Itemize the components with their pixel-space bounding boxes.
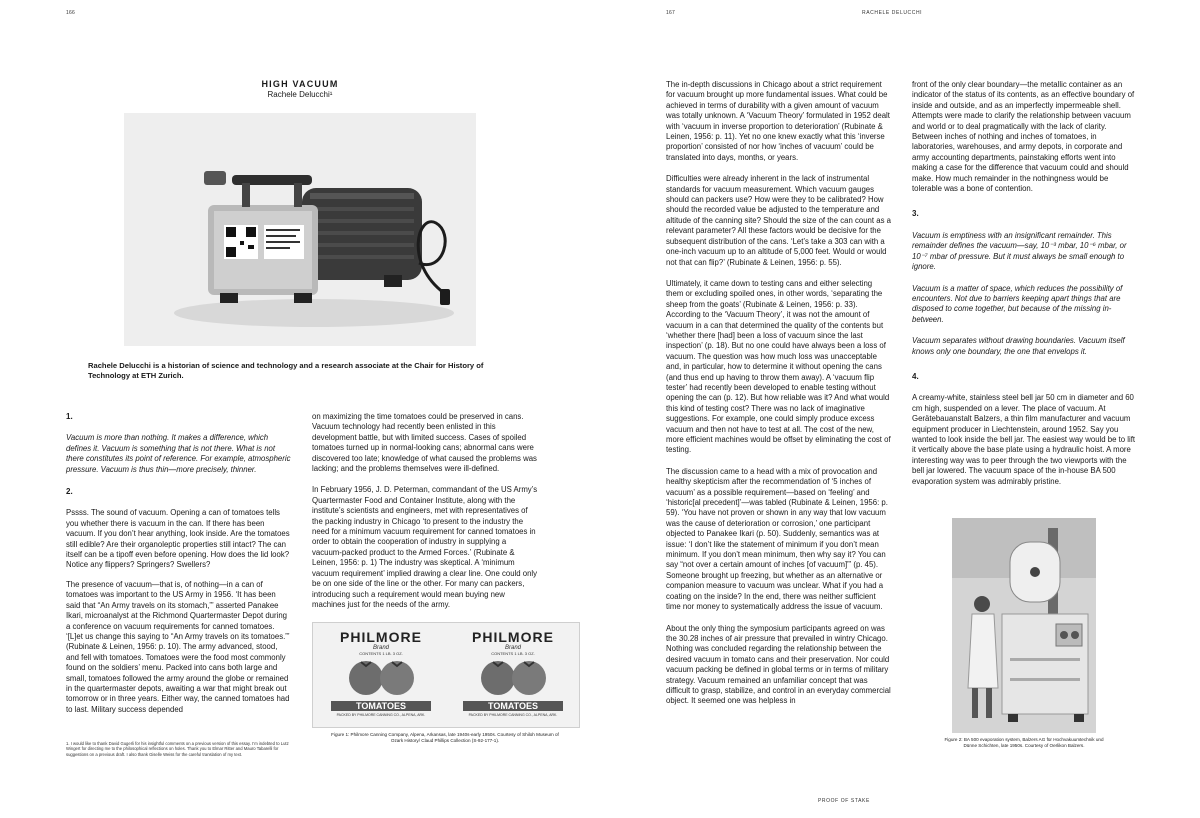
label-brand-sub: Brand [504,645,521,651]
label-packer: PACKED BY PHILMORE CANNING CO., ALPENA, ARK. [336,713,426,717]
ba500-illustration [952,518,1096,733]
column-2-paragraph-2: In February 1956, J. D. Peterman, commandant of the US Army’s Quartermaster Food and Container Institute, along with the institute’s scientists and engineers, met with representatives of the packing industry in Chicago ‘to present to the industry the need for a minimum vacuum requirement for canned tomatoes in order to obtain the cooperation of industry in supplying a vacuum-packed product to the Armed Forces.’ (Rubinate & Leinen, 1956: p. 1) The industry was skeptical. A ‘minimum vacuum requirement’ implied drawing a clear line. One could only be on one side of the line or the other. For many can packers, introducing such a requirement would mean buying new machines just for the needs of the army. [312,485,538,609]
section-4-number: 4. [912,371,919,381]
left-column-1 [66,412,291,724]
vacuum-pump-photo [124,113,476,346]
label-contents: CONTENTS 1 LB. 3 OZ. [359,651,403,656]
right-col2-paragraph-1: front of the only clear boundary—the metallic container as an indicator of the status of its contents, as an effective boundary of inside and outside, and as an imperfectly impermeable shell. Attempts were made to clarify the relationship between vacuum and world or to deal pragmatically with the lack of clarity. Between inches of nothing and inches of tomatoes, in laboratories, warehouses, and army depots, in corporate and army accounting departments, painstaking efforts went into making a case for the difference that vacuum could and should make. How much remainder in the nothingness would be tolerable was a bone of contention. [912,80,1135,194]
tomatoes-illustration [453,656,573,696]
right-paragraph-1: The in-depth discussions in Chicago about a strict requirement for vacuum brought up more fundamental issues. What could be achieved in terms of durability with a given amount of vacuum was totally unknown. A ‘Vacuum Theory’ formulated in 1952 dealt with ‘vacuum in inverse proportion to deterioration’ (Rubinate & Leinen, 1956: p. 11). Yet no one knew exactly what this ‘inverse proportion’ consisted of nor how ‘inches of vacuum’ could be translated into days, months, or years. [666,80,890,162]
ba500-evaporation-system-photo [952,518,1096,733]
label-brand-sub: Brand [372,645,389,651]
left-column-2 [312,412,538,619]
column-2-paragraph-1: on maximizing the time tomatoes could be preserved in cans. Vacuum technology had recently been enlisted in this development battle, but with limited success. Cases of spoiled tomatoes turned up in normal-looking cans; abnormal cans were discovered too late; knowledge of what caused the problems was lacking; and the problems themselves were ill-defined. [312,412,537,474]
author-bio: Rachele Delucchi is a historian of science and technology and a research associate at the Chair for History of Technology at ETH Zurich. [88,361,484,380]
label-product: TOMATOES [463,701,563,711]
right-paragraph-5: About the only thing the symposium participants agreed on was the 30.28 inches of air pressure that prevailed in wintry Chicago. Nothing was concluded regarding the relationship between the desired vacuum in tomato cans and their preservation. Nor could vacuum packing be defined in global terms or in terms of military strategy. Vacuum remained an unfamiliar concept that was difficult to grasp, stabilize, and control in an everyday commercial object. It seemed one was helpless in [666,623,891,706]
vacuum-pump-illustration [124,113,476,346]
label-product: TOMATOES [331,701,431,711]
figure-1-caption: Figure 1: Philmore Canning Company, Alpena, Arkansas, late 1940s-early 1950s. Courtesy of Shiloh Museum of Ozark History/ Claud Phillips Collection (S-92-177-1). [331,732,559,743]
section-1-number: 1. [66,412,73,421]
label-brand: PHILMORE [472,629,554,645]
tomato-labels-photo [312,622,580,728]
section-3-paragraph-2: Vacuum is a matter of space, which reduces the possibility of encounters. Not due to barriers keeping apart things that are disposed to come together, but because of the missing in-between. [912,283,1123,324]
footer-text: PROOF OF STAKE [818,798,870,804]
section-3-paragraph-1: Vacuum is emptiness with an insignificant remainder. This remainder defines the vacuum—say, 10⁻³ mbar, 10⁻⁶ mbar, or 10⁻⁷ mbar of pressure. But it must always be small enough to ignore. [912,230,1127,272]
section-1-text: Vacuum is more than nothing. It makes a difference, which defines it. Vacuum is something that is not there. What is not there constitutes its point of reference. For example, atmospheric pressure. Vacuum is thus thin—more precisely, thinner. [66,433,291,474]
section-2-paragraph-2: The presence of vacuum—that is, of nothing—in a can of tomatoes was important to the US Army in 1956. ‘It has been said that “An Army travels on its stomach,”’ asserted Panakee Ikari, microanalyst at the Richmond Quartermaster Depot during a conference on vacuum requirements for canned tomatoes. ‘[L]et us change this saying to “An Army travels on its tomatoes.”’ (Rubinate & Leinen, 1956: p. 10). The army advanced, stood, and fell with tomatoes. Tomatoes were the food most commonly found on the soldiers’ menu. Packed into cans both large and small, tomatoes followed the army around the globe or remained in the quartermaster depots, awaiting a war that might break out tomorrow or in three years. Either way, the canned tomatoes had to last. Military success depended [66,579,290,714]
label-contents: CONTENTS 1 LB. 3 OZ. [491,651,535,656]
running-head: RACHELE DELUCCHI [862,10,923,16]
tomato-label-right [453,627,573,721]
right-paragraph-4: The discussion came to a head with a mix of provocation and healthy skepticism after the recommendation of ‘5 inches of vacuum’ as a possible requirement—based on ‘feeling’ and ‘historic[al precedent]’—was tabled (Rubinate & Leinen, 1956: p. 59). ‘You have not proven or shown in any way that low vacuum was the cause of deterioration or corrosion,’ one participant objected to Panakee Ikari (p. 50). Suddenly, semantics was at issue: ‘I don’t like the statement of minimum if you don’t mean minimum. If you don’t mean minimum, then why say it? You can say “not over a certain amount of inches [of vacuum]”’ (p. 45). Someone brought up freezing, but whether as an alternative or companion measure to vacuum was unclear. What if you had a coating on the inside? In the end, there was neither sufficient time nor money to systematically address the issue of vacuum. [666,466,888,612]
article-author: Rachele Delucchi¹ [267,90,333,99]
section-2-number: 2. [66,487,73,497]
section-3-paragraph-3: Vacuum separates without drawing boundaries. Vacuum itself knows only one boundary, the one that envelops it. [912,336,1125,356]
tomato-label-left [321,627,441,721]
section-2-paragraph-1: Pssss. The sound of vacuum. Opening a can of tomatoes tells you whether there is vacuum in the can. If there has been vacuum. If you don’t hear anything, look inside. Are the tomatoes still edible? Are their organoleptic properties still intact? The can itself can be a tipoff even before opening. How does the lid look? Notice any flippers? Springers? Swellers? [66,508,290,570]
right-page-number: 167 [666,10,675,16]
section-3-number: 3. [912,209,919,219]
right-column-2 [912,80,1138,496]
section-4-paragraph-1: A creamy-white, stainless steel bell jar 50 cm in diameter and 60 cm high, suspended on a lever. The place of vacuum. At Gerätebauanstalt Balzers, a thin film manufacturer and vacuum equipment producer in Liechtenstein, around 1952. Say you wanted to look inside the bell jar. The easiest way would be to lift it vertically above the base plate using a hydraulic hoist. A more interesting way was to peer through the two viewports with the bell jar lowered. The vacuum space of the in-house BA 500 evaporation system was admirably pristine. [912,393,1136,486]
left-page-number: 166 [66,10,75,16]
label-brand: PHILMORE [340,629,422,645]
article-title: HIGH VACUUM [261,79,339,89]
label-packer: PACKED BY PHILMORE CANNING CO., ALPENA, ARK. [468,713,558,717]
right-paragraph-2: Difficulties were already inherent in the lack of instrumental standards for vacuum measurement. Which vacuum gauges should can packers use? How were they to be calibrated? How should the recorded value be adjusted to the temperature and altitude of the canning site? Should the size of the can count as a relevant parameter? All these factors would be decisive for the subsequent distribution of the cans. ‘Let’s take a 303 can with a one-inch vacuum up to an altitude of 5,000 feet. Would or would not that can flip?’ (Rubinate & Leinen, 1956: p. 55). [666,174,891,267]
figure-2-caption: Figure 2: BA 500 evaporation system, Balzers AG für Hochvakuumtechnik und Dünne Schichten, late 1950s. Courtesy of Oerlikon Balzers. [944,737,1104,748]
right-paragraph-3: Ultimately, it came down to testing cans and either selecting them or excluding spoiled ones, in other words, ‘separating the sheep from the goats’ (Rubinate & Leinen, 1956: p. 33). According to the ‘Vacuum Theory’, it was not the amount of vacuum in a can that determined the quality of the contents but ‘whether there [had] been a loss of vacuum since the last inspection’ (p. 18). But no one could have always been a loss of vacuum. The question was how much loss was unacceptable and, in particular, how to determine it without opening the cans (and thus end up having to throw them away). A ‘vacuum flip tester’ had recently been developed to enable testing without opening the can (p. 12). But how reliable was it? And what would this kind of testing cost? There was no lack of imaginative suggestions. For example, one could simply produce excess vacuum and then not have to test at all. The cost of the new, more efficient machines would be offset by eliminating the cost of testing. [666,278,891,455]
right-column-1 [666,80,891,716]
footnote: 1. I would like to thank David Gugerli for his insightful comments on a previous version of this essay. I’m indebted to Lutz Wingert for directing me to the philosophical reflections on holes. Thank you to Elmar Ritter and Mauro Tabarelli for suggestions on a previous draft. I also thank Giselle Weiss for the careful translation of my text. [66,741,289,757]
tomatoes-illustration [321,656,441,696]
